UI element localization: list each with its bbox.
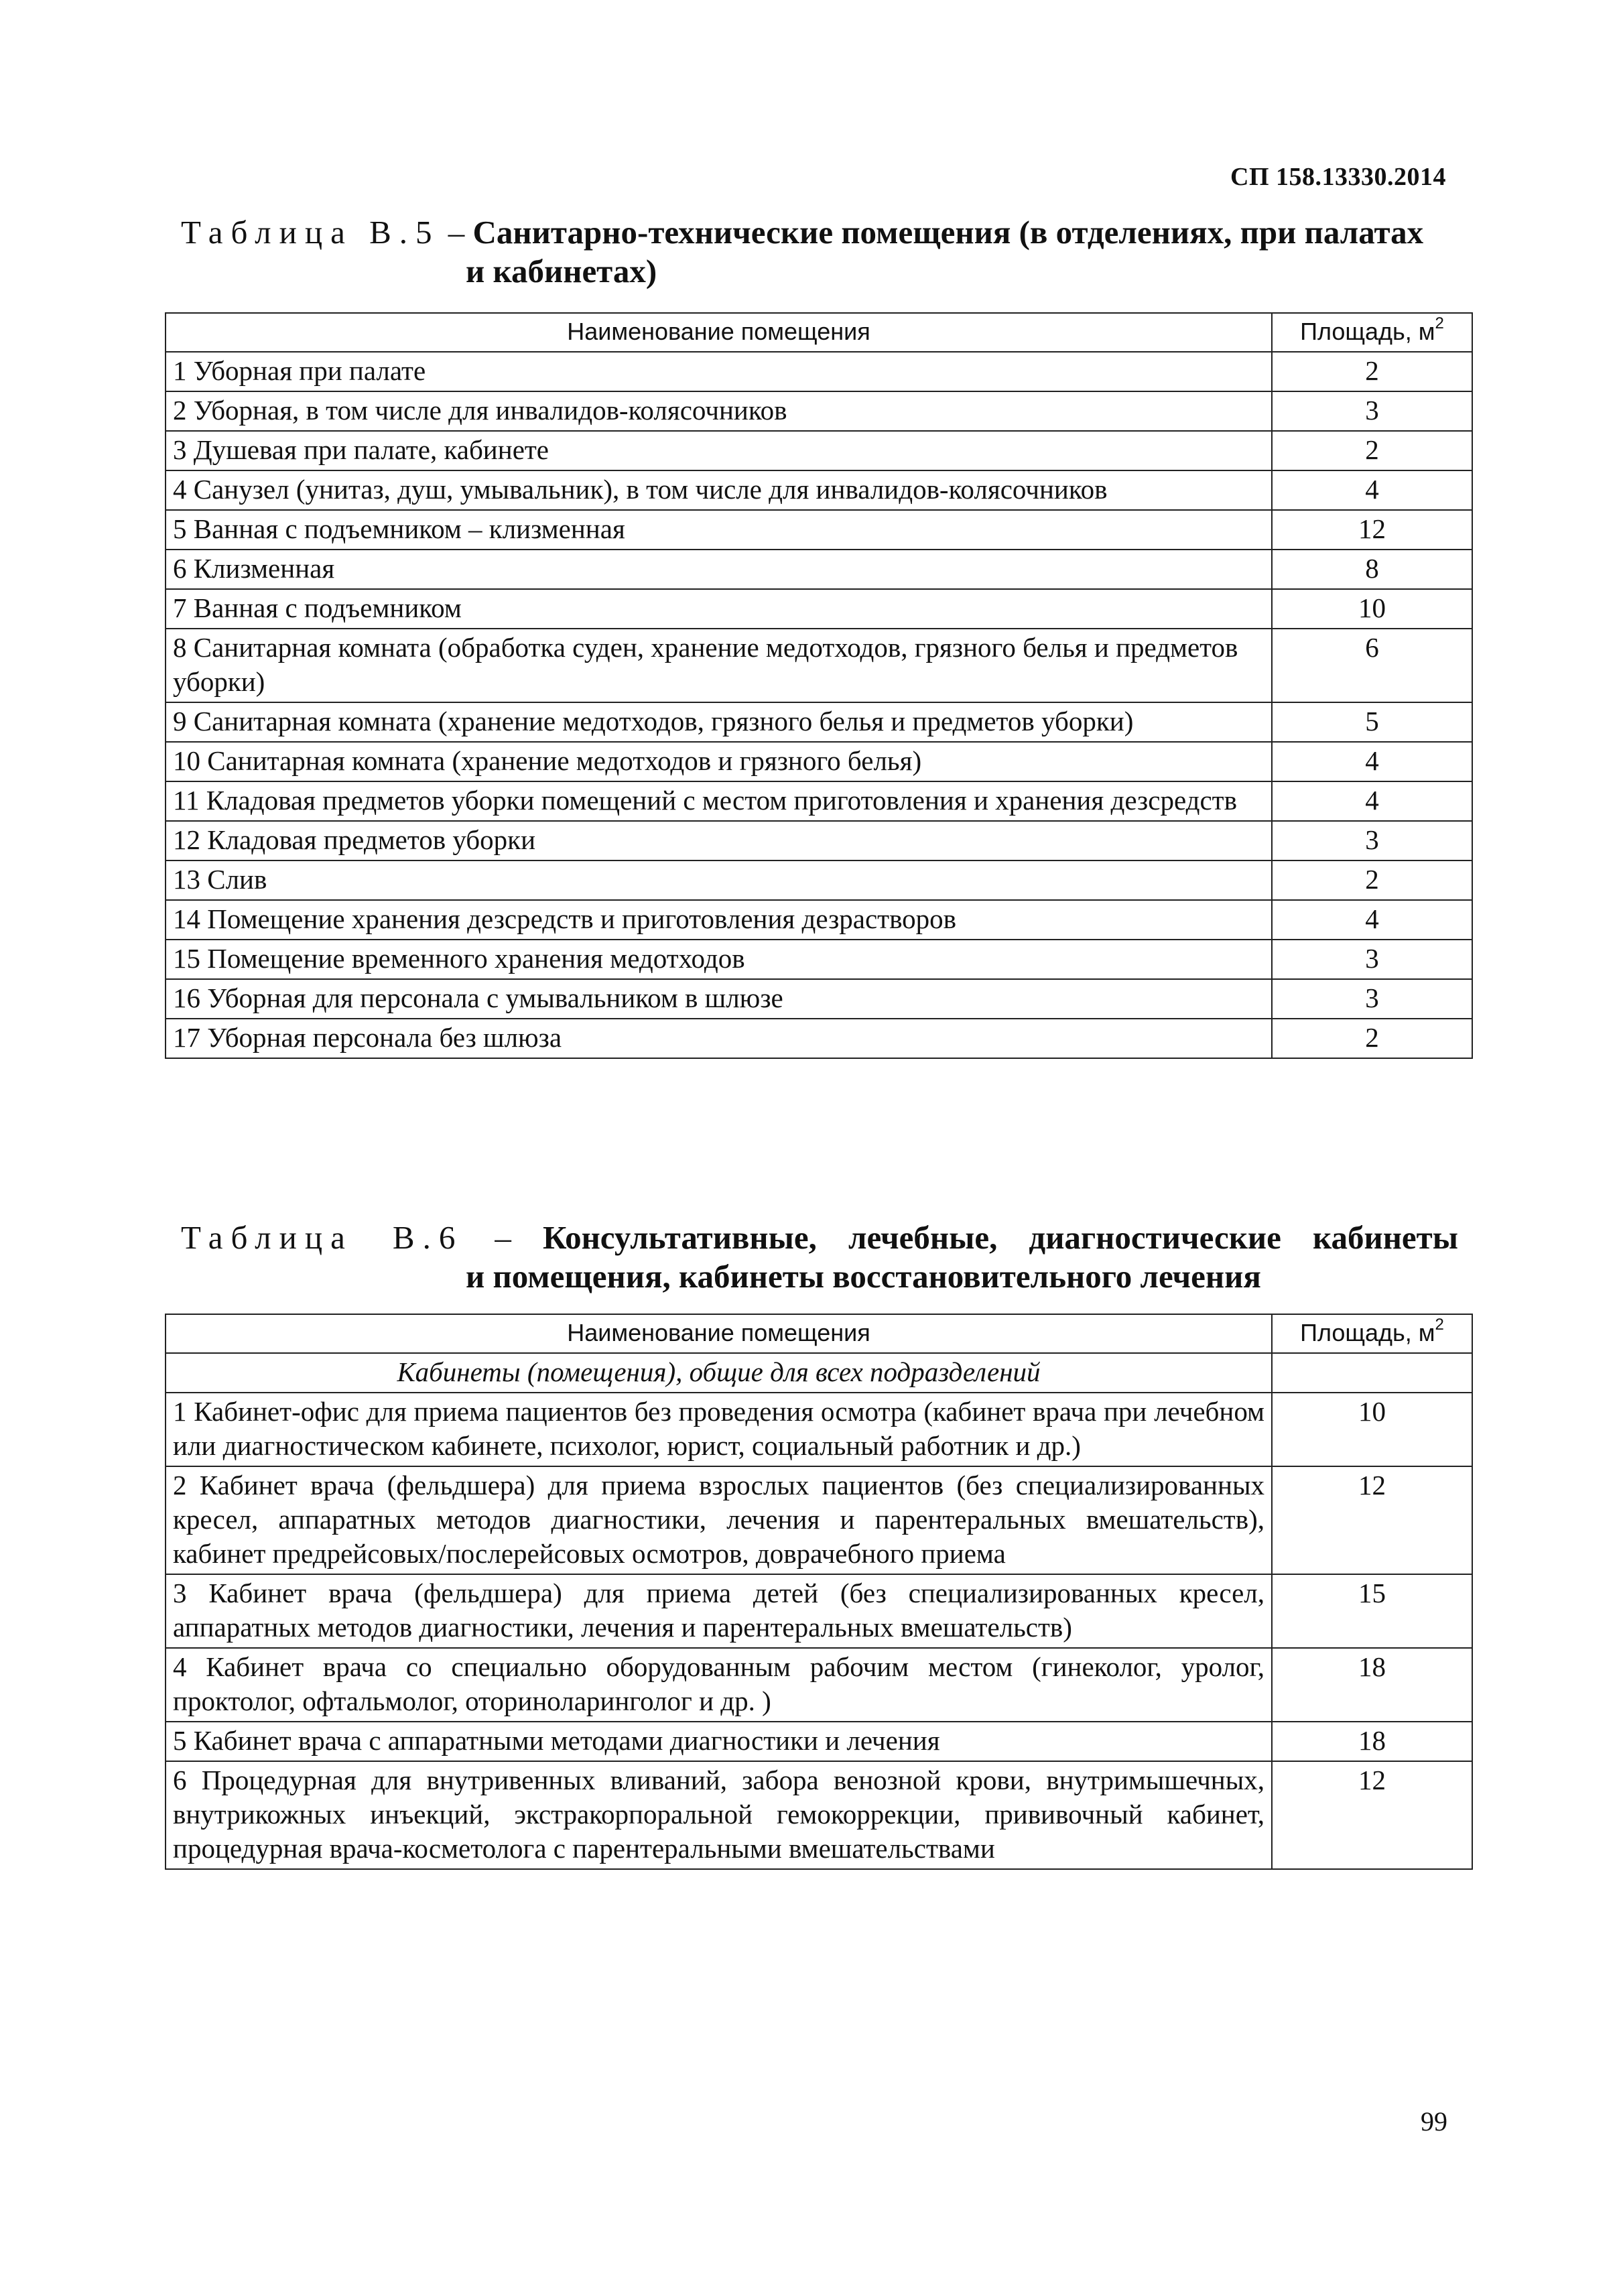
room-area-cell: 2	[1272, 1019, 1472, 1058]
caption-dash: –	[440, 214, 473, 251]
table-b5-title-line1: Санитарно-технические помещения (в отделениях, при палатах	[472, 214, 1424, 251]
room-name-cell: 15 Помещение временного хранения медотходов	[166, 940, 1272, 979]
room-area-cell: 3	[1272, 940, 1472, 979]
column-header-area: Площадь, $м^2$	[1272, 313, 1472, 352]
room-area-cell: 6	[1272, 629, 1472, 702]
room-name-cell: 1 Уборная при палате	[166, 352, 1272, 391]
document-code: СП 158.13330.2014	[1230, 163, 1446, 191]
room-area-cell: 2	[1272, 431, 1472, 470]
room-area-cell: 8	[1272, 550, 1472, 589]
table-b5-label: Таблица В.5	[181, 214, 440, 251]
room-area-cell: 12	[1272, 1761, 1472, 1869]
room-area-cell: 4	[1272, 781, 1472, 821]
table-row	[166, 510, 1472, 550]
table-b6-label: Таблица В.6	[181, 1219, 464, 1256]
table-row	[166, 1761, 1472, 1869]
room-area-cell: 18	[1272, 1722, 1472, 1761]
table-subheading-area	[1272, 1353, 1472, 1393]
table-b5	[165, 312, 1473, 1059]
table-b6	[165, 1314, 1473, 1870]
column-header-name: Наименование помещения	[166, 313, 1272, 352]
table-row	[166, 781, 1472, 821]
room-area-cell: 4	[1272, 742, 1472, 781]
table-row	[166, 589, 1472, 629]
table-row	[166, 742, 1472, 781]
room-name-cell: 16 Уборная для персонала с умывальником в шлюзе	[166, 979, 1272, 1019]
table-b6-title-line1: Консультативные, лечебные, диагностические кабинеты	[542, 1219, 1459, 1256]
room-area-cell: 15	[1272, 1574, 1472, 1648]
room-area-cell: 12	[1272, 510, 1472, 550]
table-row	[166, 470, 1472, 510]
table-row	[166, 1574, 1472, 1648]
table-row	[166, 821, 1472, 860]
table-row	[166, 391, 1472, 431]
room-name-cell: 2 Уборная, в том числе для инвалидов-колясочников	[166, 391, 1272, 431]
room-name-cell: 5 Ванная с подъемником – клизменная	[166, 510, 1272, 550]
room-name-cell: 12 Кладовая предметов уборки	[166, 821, 1272, 860]
room-area-cell: 3	[1272, 979, 1472, 1019]
room-name-cell: 2 Кабинет врача (фельдшера) для приема взрослых пациентов (без специализированных кресел, аппаратных методов диагностики, лечения и парентеральных вмешательств), кабинет предрейсовых/послерейсовых осмотров, доврачебного приема	[166, 1466, 1272, 1574]
room-name-cell: 1 Кабинет-офис для приема пациентов без проведения осмотра (кабинет врача при лечебном или диагностическом кабинете, психолог, юрист, социальный работник и др.)	[166, 1393, 1272, 1466]
table-subheading: Кабинеты (помещения), общие для всех подразделений	[166, 1353, 1272, 1393]
room-area-cell: 4	[1272, 470, 1472, 510]
room-area-cell: 2	[1272, 352, 1472, 391]
room-name-cell: 13 Слив	[166, 860, 1272, 900]
room-name-cell: 6 Клизменная	[166, 550, 1272, 589]
table-row	[166, 1722, 1472, 1761]
room-name-cell: 3 Душевая при палате, кабинете	[166, 431, 1272, 470]
table-row	[166, 900, 1472, 940]
room-area-cell: 3	[1272, 821, 1472, 860]
table-row	[166, 940, 1472, 979]
table-row	[166, 629, 1472, 702]
room-name-cell: 4 Кабинет врача со специально оборудованным рабочим местом (гинеколог, уролог, проктолог, офтальмолог, оториноларинголог и др. )	[166, 1648, 1272, 1722]
room-area-cell: 12	[1272, 1466, 1472, 1574]
table-b6-title-line2: и помещения, кабинеты восстановительного лечения	[466, 1258, 1261, 1295]
table-b5-body	[166, 352, 1472, 1058]
table-row	[166, 550, 1472, 589]
table-header-row	[166, 313, 1472, 352]
room-area-cell: 10	[1272, 1393, 1472, 1466]
caption-dash: –	[463, 1219, 543, 1256]
table-row	[166, 1393, 1472, 1466]
table-row	[166, 1019, 1472, 1058]
room-name-cell: 9 Санитарная комната (хранение медотходов, грязного белья и предметов уборки)	[166, 702, 1272, 742]
room-name-cell: 5 Кабинет врача с аппаратными методами диагностики и лечения	[166, 1722, 1272, 1761]
table-b5-title-line2: и кабинетах)	[466, 253, 657, 290]
room-name-cell: 6 Процедурная для внутривенных вливаний, забора венозной крови, внутримышечных, внутрикожных инъекций, экстракорпоральной гемокоррекции, прививочный кабинет, процедурная врача-косметолога с парентеральными вмешательствами	[166, 1761, 1272, 1869]
room-name-cell: 10 Санитарная комната (хранение медотходов и грязного белья)	[166, 742, 1272, 781]
room-name-cell: 8 Санитарная комната (обработка суден, хранение медотходов, грязного белья и предметов уборки)	[166, 629, 1272, 702]
table-row	[166, 1648, 1472, 1722]
table-subheading-row	[166, 1353, 1472, 1393]
table-row	[166, 352, 1472, 391]
page-number: 99	[1421, 2106, 1447, 2136]
room-area-cell: 5	[1272, 702, 1472, 742]
column-header-area: Площадь, $м^2$	[1272, 1314, 1472, 1353]
table-row	[166, 860, 1472, 900]
room-name-cell: 17 Уборная персонала без шлюза	[166, 1019, 1272, 1058]
table-header-row	[166, 1314, 1472, 1353]
room-name-cell: 4 Санузел (унитаз, душ, умывальник), в том числе для инвалидов-колясочников	[166, 470, 1272, 510]
room-area-cell: 2	[1272, 860, 1472, 900]
room-name-cell: 3 Кабинет врача (фельдшера) для приема детей (без специализированных кресел, аппаратных методов диагностики, лечения и парентеральных вмешательств)	[166, 1574, 1272, 1648]
table-row	[166, 979, 1472, 1019]
room-name-cell: 14 Помещение хранения дезсредств и приготовления дезрастворов	[166, 900, 1272, 940]
table-b6-caption	[181, 1218, 1458, 1296]
room-area-cell: 10	[1272, 589, 1472, 629]
column-header-name: Наименование помещения	[166, 1314, 1272, 1353]
room-name-cell: 7 Ванная с подъемником	[166, 589, 1272, 629]
room-area-cell: 3	[1272, 391, 1472, 431]
room-area-cell: 18	[1272, 1648, 1472, 1722]
table-row	[166, 702, 1472, 742]
room-area-cell: 4	[1272, 900, 1472, 940]
table-row	[166, 1466, 1472, 1574]
table-row	[166, 431, 1472, 470]
room-name-cell: 11 Кладовая предметов уборки помещений с местом приготовления и хранения дезсредств	[166, 781, 1272, 821]
table-b5-caption	[181, 213, 1458, 291]
table-b6-body	[166, 1353, 1472, 1869]
